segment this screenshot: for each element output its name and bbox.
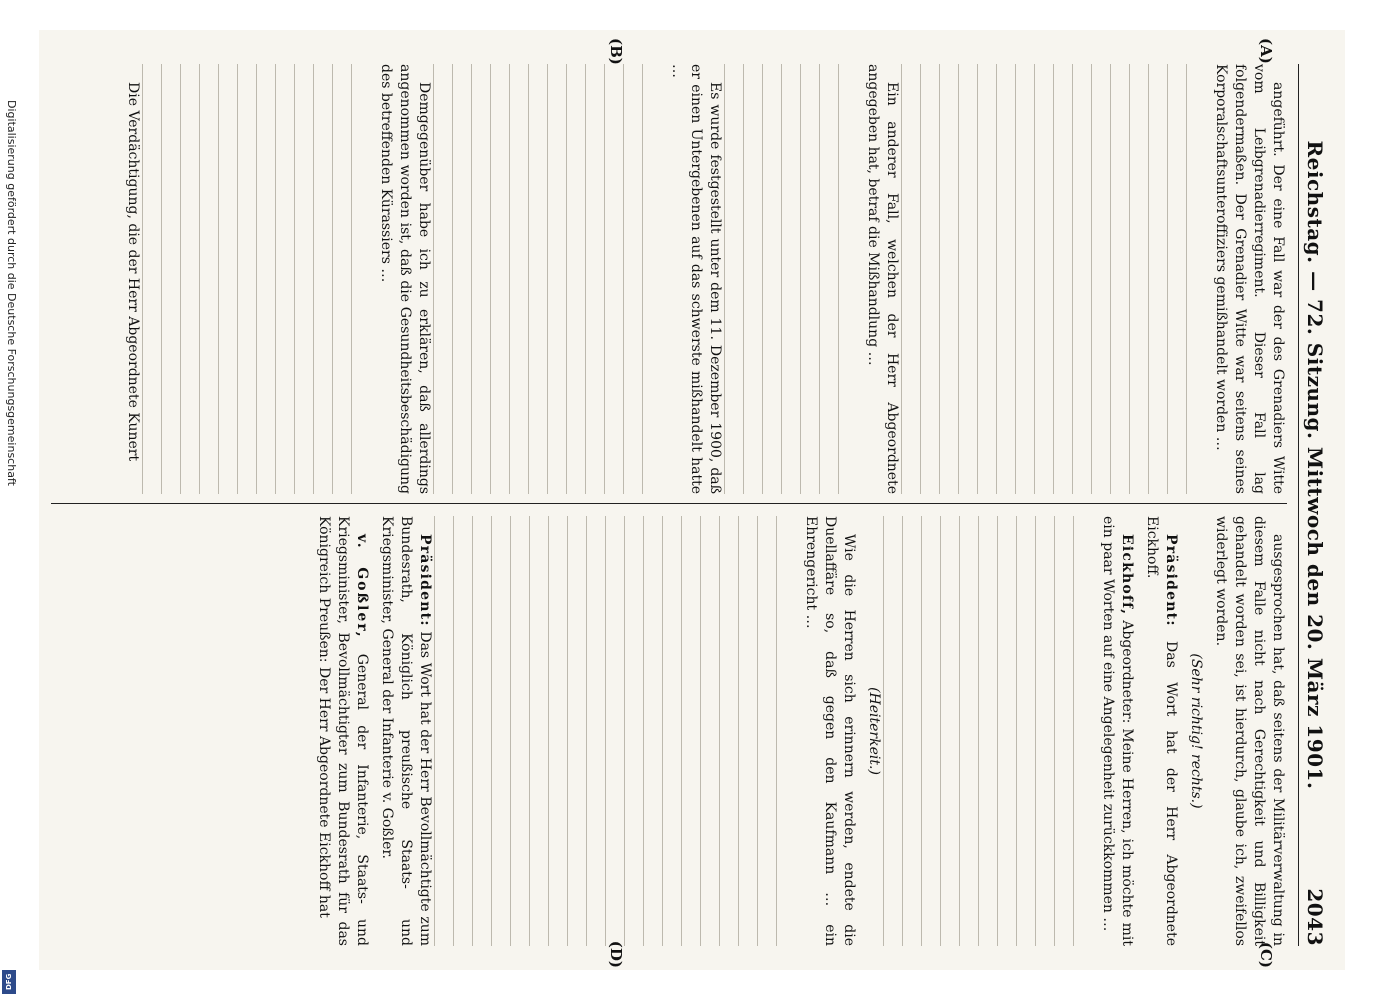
text-lines [724,64,857,494]
left-column [51,64,1287,494]
speaker-label: Eickhoff, [1119,534,1135,616]
header-title: Reichstag. — 72. Sitzung. Mittwoch den 20. März 1901. [1303,140,1327,790]
left-paragraph-3: Es wurde festgestellt unter dem 11. Dezember 1900, daß er einen Untergebenen auf das schwerste mißhandelt hatte … [669,64,723,494]
text-lines [434,516,795,946]
right-paragraph-2: Wie die Herren sich erinnern werden, endete die Duellaffäre so, daß gegen den Kaufmann … ein Ehrengericht … [803,516,857,946]
digitization-notice: Digitalisierung gefördert durch die Deutsche Forschungsgemeinschaft [5,100,18,486]
running-header [1298,64,1327,946]
page-number: 2043 [1303,888,1327,946]
text-lines [883,516,1092,946]
laughter-note: (Heiterkeit.) [866,687,882,775]
speech-eickhoff [1098,516,1136,946]
right-paragraph-1: ausgesprochen hat, daß seitens der Militärverwaltung in diesem Falle nicht nach Gerechtigkeit und Billigkeit gehandelt worden sei, ist hierdurch, glaube ich, zweifellos widerlegt worden. [1213,516,1286,946]
speech-text: Meine Herren, ich möchte mit ein paar Worten auf eine Angelegenheit zurückkommen … [1100,516,1135,946]
left-paragraph-4: Demgegenüber habe ich zu erklären, daß allerdings angenommen worden ist, daß die Gesundheitsbeschädigung des betreffenden Kürassiers … [378,64,432,494]
left-paragraph-5: Die Verdächtigung, die der Herr Abgeordnete Kunert [125,82,141,462]
left-paragraph-1: angeführt. Der eine Fall war der des Grenadiers Witte vom Leibgrenadierregiment. Dieser Fall lag folgendermaßen. Der Grenadier Witte war seitens seines Korporalschaftsunteroffiziers gemißhandelt worden … [1213,64,1286,494]
speech-text: Das Wort hat der Herr Abgeordnete Eickhoff. [1144,516,1179,946]
speech-text: General der Infanterie, Staats- und Kriegsminister, Bevollmächtigter zum Bundesrath für das Königreich Preußen: Der Herr Abgeordnete Eickhoff hat [316,516,370,946]
text-lines [433,64,661,494]
right-column [51,516,1287,946]
speech-gossler [314,516,371,946]
document-page [39,30,1345,970]
speaker-label: v. Goßler, [354,534,370,639]
president-remark [377,516,434,946]
president-remark [1142,516,1180,946]
speech-text: Das Wort hat der Herr Bevollmächtigte zum Bundesrath, Königlich preußische Staats- und Kriegsminister, General der Infanterie v. Goßler. [379,516,433,946]
margin-marker-b: (B) [607,38,625,65]
speaker-label: Präsident: [1163,534,1179,627]
speaker-role: Abgeordneter: [1119,620,1135,724]
applause-note: (Sehr richtig! rechts.) [1188,653,1204,809]
text-lines [901,64,1205,494]
margin-marker-a: (A) [1257,38,1275,64]
margin-marker-c: (C) [1257,941,1275,968]
left-paragraph-2: Ein anderer Fall, welchen der Herr Abgeordnete angegeben hat, betraf die Mißhandlung … [865,64,900,494]
column-divider [51,503,1287,504]
text-lines [142,64,370,494]
speaker-label: Präsident: [417,534,433,627]
margin-marker-d: (D) [607,940,625,968]
dfg-logo-icon: DFG [2,970,16,994]
